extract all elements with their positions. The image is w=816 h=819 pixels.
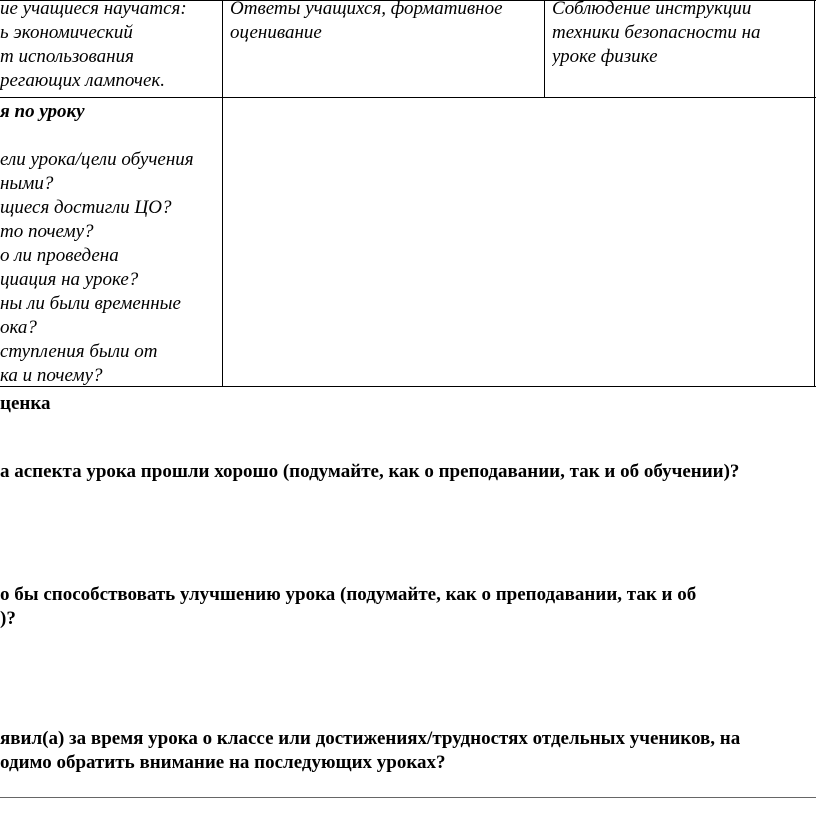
table-row2-bottom-border: [0, 386, 816, 387]
cell-line: Ответы учащихся, формативное: [230, 0, 503, 19]
cell-line: ие учащиеся научатся:: [0, 0, 187, 19]
lesson-reflection-cell: [0, 100, 220, 386]
assessment-title: ценка: [0, 393, 51, 414]
reflection-line: ны ли были временные: [0, 293, 181, 314]
table-col2-divider: [544, 0, 545, 98]
cell-line: техники безопасности на: [552, 22, 761, 43]
reflection-line: ока?: [0, 317, 37, 338]
reflection-line: то почему?: [0, 221, 94, 242]
reflection-line: ными?: [0, 173, 54, 194]
cell-line: Соблюдение инструкции: [552, 0, 752, 19]
table-right-border: [814, 0, 815, 387]
section-bottom-divider: [0, 797, 816, 798]
question-line: о бы способствовать улучшению урока (подумайте, как о преподавании, так и об: [0, 584, 697, 605]
reflection-line: щиеся достигли ЦО?: [0, 197, 172, 218]
question-line: )?: [0, 608, 16, 629]
reflection-line: ка и почему?: [0, 365, 103, 386]
table-row1-bottom-border: [0, 97, 816, 98]
safety-instructions-cell: [552, 0, 814, 97]
assessment-question-2: [0, 583, 816, 635]
cell-line: регающих лампочек.: [0, 70, 166, 91]
reflection-line: циация на уроке?: [0, 269, 139, 290]
table-col1-divider: [222, 0, 223, 387]
assessment-question-3: [0, 727, 816, 779]
cell-line: т использования: [0, 46, 134, 67]
formative-assessment-cell: [230, 0, 542, 97]
cell-line: оценивание: [230, 22, 322, 43]
reflection-line: ступления были от: [0, 341, 158, 362]
cell-line: уроке физике: [552, 46, 658, 67]
question-line: явил(а) за время урока о классе или достижениях/трудностях отдельных учеников, на: [0, 728, 741, 749]
question-line: одимо обратить внимание на последующих уроках?: [0, 752, 446, 773]
assessment-question-1: а аспекта урока прошли хорошо (подумайте, как о преподавании, так и об обучении)?: [0, 461, 740, 482]
reflection-line: ели урока/цели обучения: [0, 149, 194, 170]
learning-objectives-cell: [0, 0, 220, 97]
cell-line: ь экономический: [0, 22, 133, 43]
reflection-heading: я по уроку: [0, 101, 85, 122]
reflection-line: о ли проведена: [0, 245, 119, 266]
